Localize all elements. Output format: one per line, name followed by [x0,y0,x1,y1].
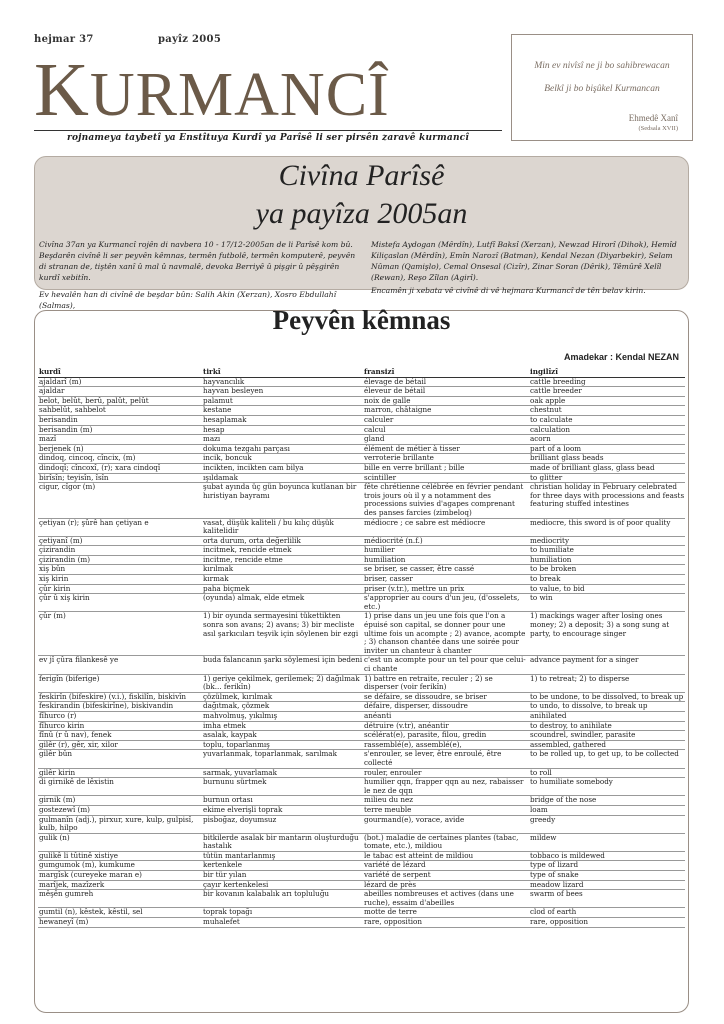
cell-french: (bot.) maladie de certaines plantes (tabac, tomate, etc.), mildiou [363,833,529,851]
cell-turkish: orta durum, orta değerlilik [202,536,363,546]
cell-english: made of brilliant glass, glass bead [529,463,685,473]
cell-turkish: palamut [202,396,363,406]
banner-column-right [371,239,681,296]
cell-kurdish: çûr (m) [38,612,202,656]
table-row [38,880,685,890]
table-row [38,425,685,435]
cell-english: to win [529,594,685,612]
cell-kurdish: berisandin (m) [38,425,202,435]
table-row [38,377,685,387]
cell-french: briser, casser [363,575,529,585]
cell-turkish: toplu, toparlanmış [202,740,363,750]
cell-english: christian holiday in February celebrated for three days with processions and feasts featuring stuffed intestines [529,483,685,518]
cell-french: lézard de près [363,880,529,890]
header-english: ingilîzî [529,368,685,377]
cell-french: éleveur de bétail [363,387,529,397]
cell-turkish: burnunu sürtmek [202,778,363,796]
table-row [38,536,685,546]
banner-paragraph: Ev hevalên han di civînê de beşdar bûn: Salih Akin (Xerzan), Xosro Ebdullahî (Salmas), [39,290,337,310]
cell-french: abeilles nombreuses et actives (dans une ruche), essaim d'abeilles [363,890,529,908]
glossary-title: Peyvên kêmnas [272,305,451,335]
cell-french: priser (v.tr.), mettre un prix [363,584,529,594]
glossary-table [38,368,685,928]
cell-kurdish: ajaldarî (m) [38,377,202,387]
cell-turkish: muhalefet [202,918,363,928]
cell-turkish: mahvolmuş, yıkılmış [202,711,363,721]
cell-english: acorn [529,435,685,445]
banner-paragraph: Mistefa Aydogan (Mêrdîn), Lutfî Baksî (Xerzan), Newzad Hirorî (Dihok), Hemîd Kiliçaslan (Mêrdîn), Emîn Narozî (Batman), Kendal Nezan (Diyarbekir), Selam Nûman (Qamişlo), Cemal Onsesal (Cizîr), Zinar Soran (Dêrik), Têmûrê Xelîl (Rewan), Reşo Zîlan (Agirî). [371,240,677,282]
masthead-initial: K [34,48,90,132]
table-row [38,396,685,406]
masthead-title [34,44,390,141]
cell-english: swarm of bees [529,890,685,908]
cell-english: type of snake [529,871,685,881]
cell-kurdish: ajaldar [38,387,202,397]
cell-turkish: dağıtmak, çözmek [202,702,363,712]
cell-english: meadow lizard [529,880,685,890]
cell-french: élément de métier à tisser [363,444,529,454]
table-row [38,406,685,416]
cell-turkish: incitme, rencide etme [202,555,363,565]
cell-kurdish: gilêr bûn [38,750,202,768]
cell-turkish: hayvan besleyen [202,387,363,397]
cell-french: humiliation [363,555,529,565]
cell-english: scoundrel, swindler, parasite [529,731,685,741]
cell-turkish: incikten, incikten cam bilya [202,463,363,473]
cell-french: calcul [363,425,529,435]
cell-english: assembled, gathered [529,740,685,750]
issue-number: hejmar 37 [34,34,94,45]
cell-english: bridge of the nose [529,796,685,806]
cell-turkish: hayvancılık [202,377,363,387]
table-row [38,387,685,397]
cell-turkish: buda falancanın şarkı söylemesi için bedeni [202,656,363,674]
cell-english: to glitter [529,473,685,483]
cell-french: gourmand(e), vorace, avide [363,815,529,833]
cell-french: c'est un acompte pour un tel pour que celui-ci chante [363,656,529,674]
cell-french: s'enrouler, se lever, être enroulé, être collecté [363,750,529,768]
cell-turkish: çözülmek, kırılmak [202,692,363,702]
cell-turkish: hesap [202,425,363,435]
cell-english: tobbaco is mildewed [529,851,685,861]
banner-column-left [39,239,362,311]
cell-turkish: incitmek, rencide etmek [202,546,363,556]
header-french: fransizî [363,368,529,377]
cell-english: advance payment for a singer [529,656,685,674]
cell-french: anéanti [363,711,529,721]
issue-season: payîz 2005 [158,34,222,45]
cell-english: rare, opposition [529,918,685,928]
cell-kurdish: fîhurco (r) [38,711,202,721]
cell-kurdish: xiş bûn [38,565,202,575]
cell-turkish: ışıldamak [202,473,363,483]
cell-french: noix de galle [363,396,529,406]
header-kurdish: kurdî [38,368,202,377]
cell-turkish: bitkilerde asalak bir mantarın oluşturduğu hastalık [202,833,363,851]
cell-french: se briser, se casser, être cassé [363,565,529,575]
cell-english: mediocrity [529,536,685,546]
cell-french: élevage de bétail [363,377,529,387]
cell-french: se défaire, se dissoudre, se briser [363,692,529,702]
cell-english: cattle breeding [529,377,685,387]
cell-french: fête chrétienne célébrée en février pendant trois jours où il y a notamment des processions suivies d'agapes comprenant des panses farcies (zimbeloq) [363,483,529,518]
cell-turkish: kertenkele [202,861,363,871]
cell-kurdish: di girnikê de lêxistin [38,778,202,796]
cell-english: humiliation [529,555,685,565]
cell-turkish: (oyunda) almak, elde etmek [202,594,363,612]
cell-turkish: yuvarlanmak, toparlanmak, sarılmak [202,750,363,768]
banner-title-line-1: Civîna Parîsê [278,159,445,192]
cell-kurdish: çizirandin [38,546,202,556]
cell-kurdish: ev jî çûra filankesê ye [38,656,202,674]
cell-turkish: bir tür yılan [202,871,363,881]
tagline: rojnameya taybetî ya Enstîtuya Kurdî ya Parîsê li ser pirsên zaravê kurmancî [34,130,502,143]
table-row [38,918,685,928]
table-row [38,483,685,518]
cell-french: motte de terre [363,908,529,918]
cell-kurdish: hewaneyî (m) [38,918,202,928]
cell-kurdish: berisandin [38,415,202,425]
cell-kurdish: gulikê li tûtinê xistiye [38,851,202,861]
banner-paragraph: Civîna 37an ya Kurmancî rojên di navbera 10 - 17/12-2005an de li Parîsê kom bû. Beşdarên civînê li ser peyvên kêmnas, termên futbolê, termên komputerê, peyvên di stranan de, tiştên xanî û mal û navmalê, devoka Berriyê û pişgir û pêşgirên kurdî xebitîn. [39,240,356,282]
table-row [38,702,685,712]
epigraph-century: (Sedsala XVII) [638,125,678,132]
cell-french: détruire (v.tr), anéantir [363,721,529,731]
cell-english: chestnut [529,406,685,416]
cell-french: s'approprier au cours d'un jeu, (d'osselets, etc.) [363,594,529,612]
cell-kurdish: çûr kirin [38,584,202,594]
cell-kurdish: girnik (m) [38,796,202,806]
cell-english: clod of earth [529,908,685,918]
cell-english: cattle breeder [529,387,685,397]
cell-kurdish: fînû (r û nav), fenek [38,731,202,741]
cell-french: médiocre ; ce sabre est médiocre [363,518,529,536]
cell-english: to be broken [529,565,685,575]
epigraph-box [511,34,693,141]
table-row [38,454,685,464]
cell-turkish: ekime elverişli toprak [202,805,363,815]
cell-english: brilliant glass beads [529,454,685,464]
cell-turkish: toprak topağı [202,908,363,918]
cell-kurdish: gostezewî (m) [38,805,202,815]
cell-french: humilier qqn, frapper qqn au nez, rabaisser le nez de qqn [363,778,529,796]
cell-french: 1) battre en retraite, reculer ; 2) se disperser (voir ferikîn) [363,674,529,692]
cell-kurdish: gilêr kirin [38,768,202,778]
cell-kurdish: feskirandin (bifeskirîne), biskivandin [38,702,202,712]
cell-french: terre meuble [363,805,529,815]
cell-turkish: dokuma tezgahı parçası [202,444,363,454]
cell-french: le tabac est atteint de mildiou [363,851,529,861]
cell-turkish: kırılmak [202,565,363,575]
cell-kurdish: marîjek, mazîzerk [38,880,202,890]
table-row [38,612,685,656]
cell-kurdish: dindoqî; cîncoxî, (r); xara cindoqî [38,463,202,473]
cell-turkish: pisboğaz, doyumsuz [202,815,363,833]
cell-french: médiocrité (n.f.) [363,536,529,546]
cell-turkish: sarmak, yuvarlamak [202,768,363,778]
glossary-author: Amadekar : Kendal NEZAN [563,352,679,362]
table-row [38,575,685,585]
banner-paragraph: Encamên ji xebata vê civînê di vê hejmara Kurmancî de tên belav kirin. [371,286,646,295]
cell-french: variété de lézard [363,861,529,871]
table-row [38,674,685,692]
cell-english: type of lizard [529,861,685,871]
table-body [38,377,685,927]
cell-turkish: kestane [202,406,363,416]
banner-title-line-2: ya payîza 2005an [255,197,468,230]
cell-french: bille en verre brillant ; bille [363,463,529,473]
cell-kurdish: gumtil (n), kêstek, kêstil, sel [38,908,202,918]
cell-turkish: hesaplamak [202,415,363,425]
cell-french: milieu du nez [363,796,529,806]
cell-kurdish: çetiyanî (m) [38,536,202,546]
table-row [38,555,685,565]
table-row [38,815,685,833]
cell-kurdish: ferigîn (biferige) [38,674,202,692]
table-row [38,656,685,674]
cell-english: 1) mackings wager after losing ones money; 2) a deposit; 3) a song sung at party, to encourage singer [529,612,685,656]
cell-english: to break [529,575,685,585]
cell-french: gland [363,435,529,445]
table-row [38,711,685,721]
meeting-banner [34,156,689,310]
table-row [38,750,685,768]
cell-turkish: paha biçmek [202,584,363,594]
cell-turkish: vasat, düşük kaliteli / bu kılıç düşük kalitelidir [202,518,363,536]
cell-english: to be undone, to be dissolved, to break up [530,691,684,701]
cell-kurdish: gumgumok (m), kumkume [38,861,202,871]
table-row [38,463,685,473]
cell-french: rare, opposition [363,918,529,928]
cell-english: to be rolled up, to get up, to be collected [529,750,685,768]
cell-english: 1) to retreat; 2) to disperse [529,674,685,692]
cell-turkish: 1) bir oyunda sermayesini tükettikten sonra son avans; 2) avans; 3) bir mecliste asıl şarkıcıları teşvik için söylenen bir ezgi [202,612,363,656]
cell-french: rouler, enrouler [363,768,529,778]
cell-french: variété de serpent [363,871,529,881]
cell-english: to value, to bid [529,584,685,594]
table-row [38,778,685,796]
cell-kurdish: feskirîn (bifeskire) (v.i.), fiskilîn, biskivîn [38,692,202,702]
cell-kurdish: dindoq, cincoq, cîncix, (m) [38,454,202,464]
cell-turkish: çayır kertenkelesi [202,880,363,890]
table-row [38,805,685,815]
cell-english: part of a loom [529,444,685,454]
cell-kurdish: mazî [38,435,202,445]
cell-turkish: imha etmek [202,721,363,731]
cell-french: défaire, disperser, dissoudre [363,702,529,712]
cell-english: to calculate [529,415,685,425]
cell-kurdish: mêşên gumreh [38,890,202,908]
cell-turkish: asalak, kaypak [202,731,363,741]
cell-kurdish: birîsîn; teyisîn, îsîn [38,473,202,483]
table-row [38,584,685,594]
table-header-row [38,368,685,377]
cell-kurdish: sahbelût, sahbelot [38,406,202,416]
cell-turkish: mazı [202,435,363,445]
cell-turkish: 1) geriye çekilmek, gerilemek; 2) dağılmak (bk... ferikîn) [202,674,363,692]
cell-kurdish: cigur, cîgor (m) [38,483,202,518]
cell-turkish: burnun ortası [202,796,363,806]
cell-english: to humiliate [529,546,685,556]
cell-kurdish: xiş kirin [38,575,202,585]
glossary-panel [34,305,689,1013]
table-row [38,518,685,536]
table-row [38,890,685,908]
cell-kurdish: çizirandin (m) [38,555,202,565]
epigraph-line-1: Min ev nivîsî ne ji bo sahibrewacan [534,61,670,71]
table-row [38,594,685,612]
masthead-rest: URMANCÎ [89,61,390,129]
cell-french: 1) prise dans un jeu une fois que l'on a épuisé son capital, se donner pour une ultime fois un acompte ; 2) avance, acompte ; 3) chanson chantée dans une soirée pour inviter un chanteur à chanter [363,612,529,656]
cell-english: to roll [529,768,685,778]
cell-kurdish: gulmanîn (adj.), pirxur, xure, kulp, gulpisî, kulb, hilpo [38,815,202,833]
cell-english: to humiliate somebody [529,778,685,796]
table-row [38,565,685,575]
cell-english: to undo, to dissolve, to break up [529,702,685,712]
cell-kurdish: belot, belût, berû, palût, pelût [38,396,202,406]
cell-french: humilier [363,546,529,556]
header-turkish: tirkî [202,368,363,377]
cell-english: to destroy, to anihilate [529,721,685,731]
cell-french: verroterie brillante [363,454,529,464]
table-row [38,415,685,425]
cell-french: scintiller [363,473,529,483]
table-row [38,796,685,806]
cell-english: mildew [529,833,685,851]
cell-turkish: tütün mantarlanmış [202,851,363,861]
cell-turkish: şubat ayında üç gün boyunca kutlanan bir hıristiyan bayramı [202,483,363,518]
table-row [38,871,685,881]
cell-english: calculation [529,425,685,435]
cell-turkish: incik, boncuk [202,454,363,464]
epigraph-line-2: Belkî ji bo bişûkel Kurmancan [544,84,660,94]
cell-kurdish: berjenek (n) [38,444,202,454]
cell-french: calculer [363,415,529,425]
cell-turkish: bir kovanın kalabalık arı topluluğu [202,890,363,908]
cell-kurdish: margîsk (cureyeke maran e) [38,871,202,881]
cell-kurdish: çûr û xiş kirin [38,594,202,612]
table-row [38,546,685,556]
epigraph-author: Ehmedê Xanî [628,113,678,123]
cell-kurdish: gilêr (r), gêr, xir, xilor [38,740,202,750]
cell-french: marron, châtaigne [363,406,529,416]
table-row [38,435,685,445]
table-row [38,731,685,741]
cell-english: mediocre, this sword is of poor quality [529,518,685,536]
masthead-block [34,34,504,142]
cell-english: anihilated [529,711,685,721]
cell-turkish: kırmak [202,575,363,585]
table-row [38,851,685,861]
cell-kurdish: fîhurco kirin [38,721,202,731]
cell-kurdish: çetiyan (r); şûrê han çetiyan e [38,518,202,536]
cell-kurdish: gulik (n) [38,833,202,851]
cell-english: greedy [529,815,685,833]
cell-english: loam [529,805,685,815]
cell-english: oak apple [529,396,685,406]
cell-french: scélérat(e), parasite, filou, gredin [363,731,529,741]
table-row [38,833,685,851]
cell-french: rassemblé(e), assemblé(e), [363,740,529,750]
